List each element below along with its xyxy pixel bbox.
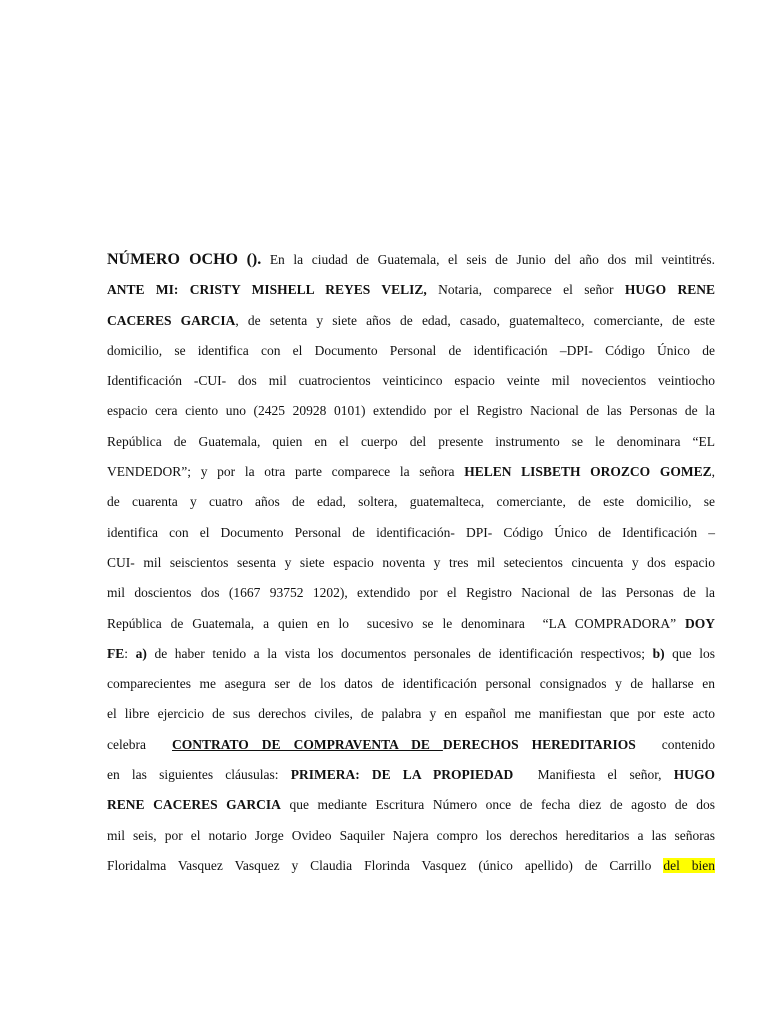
- doc-line-10: identifica con el Documento Personal de identificación- DPI- Código Único de Identificación –: [107, 524, 715, 540]
- document-number: ().: [246, 251, 262, 268]
- doc-line-19: RENE CACERES GARCIA que mediante Escritura Número once de fecha diez de agosto de dos: [107, 797, 715, 813]
- seller-surname: CACERES GARCIA: [107, 312, 236, 328]
- doc-line-8: VENDEDOR”; y por la otra parte comparece la señora HELEN LISBETH OROZCO GOMEZ,: [107, 464, 715, 480]
- doc-line-16: el libre ejercicio de sus derechos civiles, de palabra y en español me manifiestan que por este acto: [107, 706, 715, 722]
- contract-title: CONTRATO DE COMPRAVENTA DE: [172, 736, 443, 752]
- document-body: [107, 245, 715, 881]
- doc-line-4: domicilio, se identifica con el Documento Personal de identificación –DPI- Código Único de: [107, 342, 715, 358]
- doc-line-6: espacio cera ciento uno (2425 20928 0101) extendido por el Registro Nacional de las Personas de la: [107, 403, 715, 419]
- doc-line-12: mil doscientos dos (1667 93752 1202), extendido por el Registro Nacional de las Personas de la: [107, 585, 715, 601]
- notary-name: ANTE MI: CRISTY MISHELL REYES VELIZ,: [107, 282, 427, 298]
- doc-line-1: [107, 245, 715, 275]
- doc-line-17: celebra CONTRATO DE COMPRAVENTA DE DERECHOS HEREDITARIOS contenido: [107, 736, 715, 752]
- buyer-name: HELEN LISBETH OROZCO GOMEZ: [464, 464, 712, 480]
- doc-line-7: República de Guatemala, quien en el cuerpo del presente instrumento se le denominara “EL: [107, 433, 715, 449]
- doc-line-13: República de Guatemala, a quien en lo sucesivo se le denominara “LA COMPRADORA” DOY: [107, 615, 715, 631]
- doc-line-3: CACERES GARCIA, de setenta y siete años de edad, casado, guatemalteco, comerciante, de este: [107, 312, 715, 328]
- doc-line-21: Floridalma Vasquez Vasquez y Claudia Florinda Vasquez (único apellido) de Carrillo del bien: [107, 857, 715, 873]
- highlighted-text: del bien: [663, 857, 715, 873]
- doc-line-2: ANTE MI: CRISTY MISHELL REYES VELIZ, Notaria, comparece el señor HUGO RENE: [107, 282, 715, 298]
- doc-line-5: Identificación -CUI- dos mil cuatrocientos veinticinco espacio veinte mil novecientos veintiocho: [107, 373, 715, 389]
- doc-text: En la ciudad de Guatemala, el seis de Junio del año dos mil veintitrés.: [261, 252, 716, 267]
- doc-line-15: comparecientes me asegura ser de los datos de identificación personal consignados y de hallarse en: [107, 676, 715, 692]
- doc-line-20: mil seis, por el notario Jorge Ovideo Saquiler Najera compro los derechos hereditarios a las señoras: [107, 827, 715, 843]
- seller-name: HUGO RENE: [624, 282, 715, 298]
- document-heading: NÚMERO OCHO: [107, 251, 238, 268]
- clause-heading: PRIMERA: DE LA PROPIEDAD: [290, 767, 514, 783]
- doc-line-18: en las siguientes cláusulas: PRIMERA: DE LA PROPIEDAD Manifiesta el señor, HUGO: [107, 767, 715, 783]
- doc-line-14: FE: a) de haber tenido a la vista los documentos personales de identificación respectivos; b) que los: [107, 645, 715, 661]
- doc-line-11: CUI- mil seiscientos sesenta y siete espacio noventa y tres mil setecientos cincuenta y dos espacio: [107, 554, 715, 570]
- doc-line-9: de cuarenta y cuatro años de edad, soltera, guatemalteca, comerciante, de este domicilio, se: [107, 494, 715, 510]
